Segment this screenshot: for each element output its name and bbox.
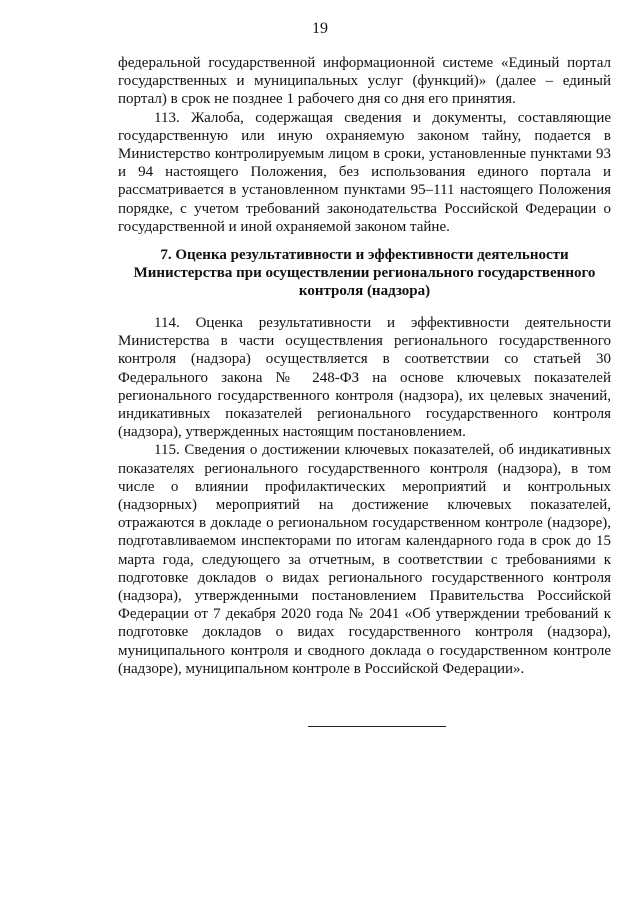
paragraph-114: 114. Оценка результативности и эффективности деятельности Министерства в части осуществления регионального государственного контроля (надзора) осуществляется в соответствии со статьей 30 Федерального закона № 248-ФЗ на основе ключевых показателей регионального государственного контроля (надзора), их целевых значений, индикативных показателей регионального государственного контроля (надзора), утвержденных настоящим постановлением. bbox=[118, 315, 611, 441]
text-block-bottom bbox=[118, 314, 611, 678]
section-heading: 7. Оценка результативности и эффективности деятельности Министерства при осуществлении регионального государственного контроля (надзора) bbox=[133, 247, 596, 300]
paragraph-continuation: федеральной государственной информационной системе «Единый портал государственных и муниципальных услуг (функций)» (далее – единый портал) в срок не позднее 1 рабочего дня со дня его принятия. bbox=[118, 55, 611, 108]
paragraph-113: 113. Жалоба, содержащая сведения и документы, составляющие государственную или иную охраняемую законом тайну, подается в Министерство контролируемым лицом в сроки, установленные пунктами 93 и 94 настоящего Положения, без использования единого портала и рассматривается в установленном пунктами 95–111 настоящего Положения порядке, с учетом требований законодательства Российской Федерации о государственной и иной охраняемой законом тайне. bbox=[118, 109, 611, 235]
text-block-top bbox=[118, 54, 611, 236]
section-heading-block bbox=[118, 246, 611, 301]
paragraph-115: 115. Сведения о достижении ключевых показателей, об индикативных показателях регионального государственного контроля (надзора), в том числе о влиянии профилактических мероприятий и контрольных (надзорных) мероприятий на достижение ключевых показателей, отражаются в докладе о региональном государственном контроле (надзоре), подготавливаемом инспекторами по итогам календарного года в срок до 15 марта года, следующего за отчетным, в соответствии с требованиями к подготовке докладов о видах регионального государственного контроля (надзора), утвержденными постановлением Правительства Российской Федерации от 7 декабря 2020 года № 2041 «Об утверждении требований к подготовке докладов о видах государственного контроля (надзора), муниципального контроля и сводного доклада о государственном контроле (надзоре), муниципальном контроле в Российской Федерации». bbox=[118, 442, 611, 677]
page-number: 19 bbox=[312, 20, 328, 37]
end-divider-line bbox=[308, 726, 446, 727]
